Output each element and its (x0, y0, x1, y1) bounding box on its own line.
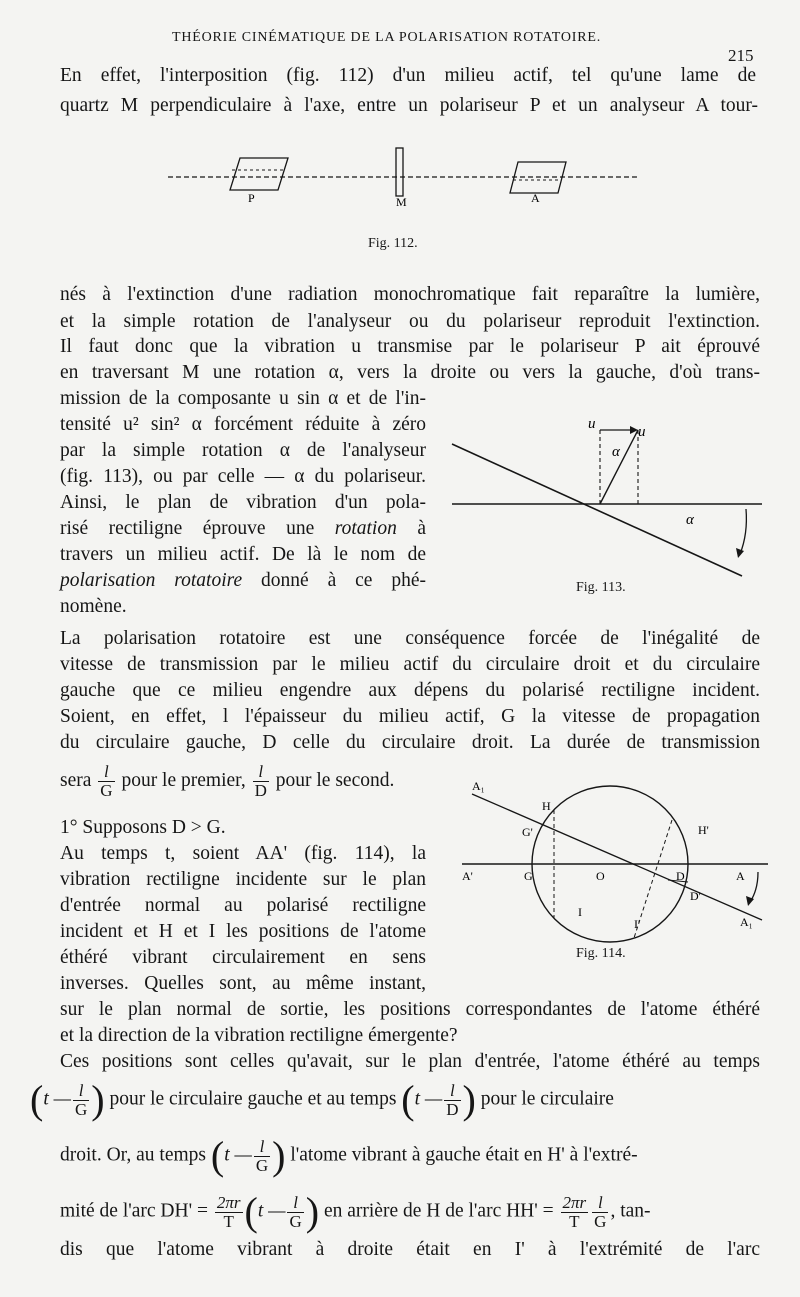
open-paren: ( (30, 1077, 44, 1122)
figure-114-caption: Fig. 114. (576, 946, 626, 961)
numerator: l (444, 1082, 460, 1101)
label-d-prime: D' (690, 889, 701, 903)
label-alpha-lower: α (686, 512, 694, 528)
figure-113-caption: Fig. 113. (576, 580, 626, 595)
close-paren: ) (91, 1077, 105, 1122)
page-number: 215 (728, 46, 754, 65)
rotation-arrow (750, 872, 758, 902)
fraction-l-over-g (254, 1138, 270, 1175)
math-t-minus: t — (414, 1088, 443, 1110)
text-run: pour le circulaire (480, 1088, 614, 1110)
denominator: D (254, 781, 267, 800)
label-a1-bottom: A₁ (740, 915, 753, 929)
math-t-minus: t — (224, 1144, 252, 1166)
text-run: l'atome vibrant à gauche était en H' à l'extré- (290, 1144, 638, 1166)
text-line: gauche que ce milieu engendre aux dépens du polarisé rectiligne incident. (60, 680, 760, 701)
text-run: à (417, 518, 427, 539)
text-line: dis que l'atome vibrant à droite était en I' à l'extrémité de l'arc (60, 1239, 760, 1260)
text-line: sur le plan normal de sortie, les positions correspondantes de l'atome éthéré (60, 999, 760, 1020)
text-line: (fig. 113), ou par celle — α du polariseur. (60, 466, 426, 487)
emphasis-polarisation-rotatoire: polarisation rotatoire (60, 570, 243, 591)
text-line: Soient, en effet, l l'épaisseur du milieu actif, G la vitesse de propagation (60, 706, 760, 727)
text-line-math (60, 1189, 651, 1234)
text-line: tensité u² sin² α forcément réduite à zéro (60, 414, 426, 435)
label-u-prime: u (638, 424, 646, 440)
label-a1-top: A₁ (472, 779, 485, 793)
rotation-arrow-head (736, 548, 744, 558)
label-h: H (542, 799, 551, 813)
text-line: mission de la composante u sin α et de l'in- (60, 388, 426, 409)
label-a: A (531, 191, 540, 205)
open-paren: ( (210, 1133, 225, 1178)
fraction-l-over-g (592, 1194, 608, 1231)
text-line: Ces positions sont celles qu'avait, sur le plan d'entrée, l'atome éthéré au temps (60, 1051, 760, 1072)
page-header (0, 30, 800, 65)
text-run: pour le second. (275, 769, 395, 791)
denominator: G (289, 1211, 302, 1231)
denominator: G (255, 1155, 269, 1175)
text-line: par la simple rotation α de l'analyseur (60, 440, 426, 461)
label-g-prime: G' (522, 825, 533, 839)
text-run: pour le premier, (121, 769, 246, 791)
math-t-minus: t — (257, 1200, 286, 1222)
numerator: l (73, 1082, 89, 1101)
fraction-l-over-g (287, 1194, 303, 1231)
figure-114 (458, 768, 778, 948)
label-m: M (396, 195, 407, 209)
denominator: G (100, 781, 113, 800)
axis-a1 (472, 794, 762, 920)
math-t-minus: t — (43, 1088, 71, 1110)
text-line: La polarisation rotatoire est une conséquence forcée de l'inégalité de (60, 628, 760, 649)
open-paren: ( (244, 1189, 258, 1234)
text-run: droit. Or, au temps (60, 1144, 206, 1166)
label-o: O (596, 869, 605, 883)
text-line: d'entrée normal au polarisé rectiligne (60, 895, 426, 916)
label-d: D (676, 869, 685, 883)
text-line-fractions (60, 763, 394, 800)
text-run: en arrière de H de l'arc HH' = (323, 1200, 554, 1222)
close-paren: ) (462, 1077, 476, 1122)
text-run: , tan- (610, 1200, 651, 1222)
text-line: Ainsi, le plan de vibration d'un pola- (60, 492, 426, 513)
polarizer-plate (230, 158, 288, 190)
numerator: 2πr (562, 1192, 587, 1212)
denominator: T (569, 1211, 580, 1231)
figure-112-caption: Fig. 112. (368, 236, 418, 251)
numerator: l (254, 1138, 270, 1157)
close-paren: ) (305, 1189, 320, 1234)
text-line: nomène. (60, 596, 127, 617)
text-line: Au temps t, soient AA' (fig. 114), la (60, 843, 426, 864)
open-paren: ( (401, 1077, 415, 1122)
text-line: inverses. Quelles sont, au même instant, (60, 973, 426, 994)
figure-113 (448, 414, 768, 586)
numerator: l (253, 763, 269, 782)
text-line-math (60, 1133, 638, 1178)
text-line: nés à l'extinction d'une radiation monochromatique fait reparaître la lumière, (60, 284, 760, 305)
text-line: vibration rectiligne incidente sur le plan (60, 869, 426, 890)
text-line-math (30, 1077, 614, 1122)
label-i: I (578, 905, 582, 919)
rotated-vector (600, 430, 638, 504)
text-line (60, 517, 426, 541)
fraction-l-over-g (73, 1082, 89, 1119)
label-a-prime: A' (462, 869, 473, 883)
text-line: En effet, l'interposition (fig. 112) d'un milieu actif, tel qu'une lame de (60, 65, 756, 86)
emphasis-rotation: rotation (334, 518, 397, 539)
text-line (60, 569, 426, 593)
text-line: et la simple rotation de l'analyseur ou du polariseur reproduit l'extinction. (60, 311, 760, 332)
quartz-plate (396, 148, 403, 196)
denominator: G (594, 1211, 607, 1231)
text-line: travers un milieu actif. De là le nom de (60, 544, 426, 565)
text-run: pour le circulaire gauche et au temps (109, 1088, 397, 1110)
numerator: 2πr (216, 1192, 241, 1212)
running-title: THÉORIE CINÉMATIQUE DE LA POLARISATION ROTATOIRE. (172, 30, 602, 45)
figure-112 (168, 140, 648, 215)
text-line: 1° Supposons D > G. (60, 817, 226, 838)
rotation-arrow (740, 509, 746, 554)
label-p: P (248, 191, 255, 205)
text-run: risé rectiligne éprouve une (60, 518, 315, 539)
text-run: sera (60, 769, 92, 791)
label-alpha-upper: α (612, 444, 620, 460)
text-line: du circulaire gauche, D celle du circulaire droit. La durée de transmission (60, 732, 760, 753)
numerator: l (287, 1194, 303, 1213)
fraction-l-over-d (253, 763, 269, 800)
text-line: quartz M perpendiculaire à l'axe, entre un polariseur P et un analyseur A tour- (60, 95, 758, 116)
text-line: et la direction de la vibration rectiligne émergente? (60, 1025, 458, 1046)
text-run: donné à ce phé- (261, 570, 426, 591)
text-line: incident et H et I les positions de l'atome (60, 921, 426, 942)
close-paren: ) (272, 1133, 286, 1178)
text-line: vitesse de transmission par le milieu actif du circulaire droit et du circulaire (60, 654, 760, 675)
numerator: l (98, 763, 114, 782)
label-u: u (588, 416, 596, 432)
label-h-prime: H' (698, 823, 709, 837)
fraction-l-over-g (98, 763, 114, 800)
fraction-2pir-over-t (215, 1194, 243, 1231)
label-i-prime: I' (634, 917, 641, 931)
text-line: Il faut donc que la vibration u transmise par le polariseur P ait éprouvé (60, 336, 760, 357)
denominator: T (223, 1211, 234, 1231)
numerator: l (592, 1194, 608, 1213)
denominator: G (74, 1099, 88, 1119)
inclined-vibration-line (452, 444, 742, 576)
text-line: éthéré vibrant circulairement en sens (60, 947, 426, 968)
text-line: en traversant M une rotation α, vers la droite ou vers la gauche, d'où trans- (60, 362, 760, 383)
text-run: mité de l'arc DH' = (60, 1200, 208, 1222)
label-a: A (736, 869, 745, 883)
label-g: G (524, 869, 533, 883)
fraction-2pir-over-t (561, 1194, 589, 1231)
denominator: D (446, 1099, 459, 1119)
fraction-l-over-d (444, 1082, 460, 1119)
